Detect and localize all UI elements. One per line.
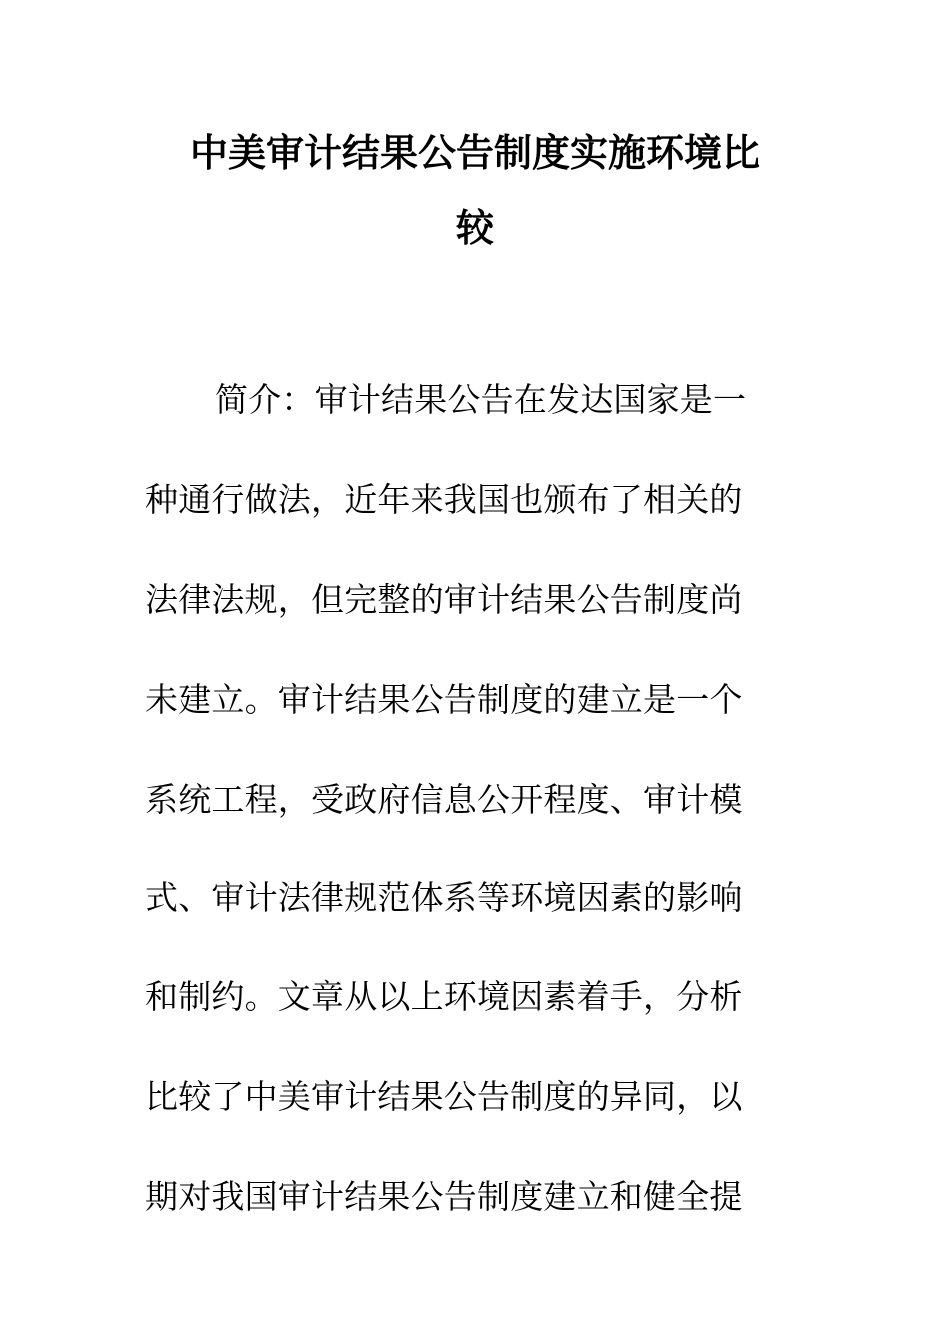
abstract-line-4: 未建立。审计结果公告制度的建立是一个 xyxy=(145,680,743,719)
document-title-line-2: 较 xyxy=(455,206,494,250)
abstract-line-3: 法律法规，但完整的审计结果公告制度尚 xyxy=(145,580,743,619)
document-title-line-1: 中美审计结果公告制度实施环境比 xyxy=(189,131,760,175)
abstract-line-6: 式、审计法律规范体系等环境因素的影响 xyxy=(145,878,743,917)
abstract-line-7: 和制约。文章从以上环境因素着手，分析 xyxy=(145,977,743,1016)
abstract-line-1: 简介：审计结果公告在发达国家是一 xyxy=(215,380,747,419)
abstract-line-2: 种通行做法，近年来我国也颁布了相关的 xyxy=(145,480,743,519)
abstract-line-8: 比较了中美审计结果公告制度的异同，以 xyxy=(145,1077,743,1116)
abstract-line-5: 系统工程，受政府信息公开程度、审计模 xyxy=(145,780,743,819)
abstract-line-9: 期对我国审计结果公告制度建立和健全提 xyxy=(145,1177,743,1216)
